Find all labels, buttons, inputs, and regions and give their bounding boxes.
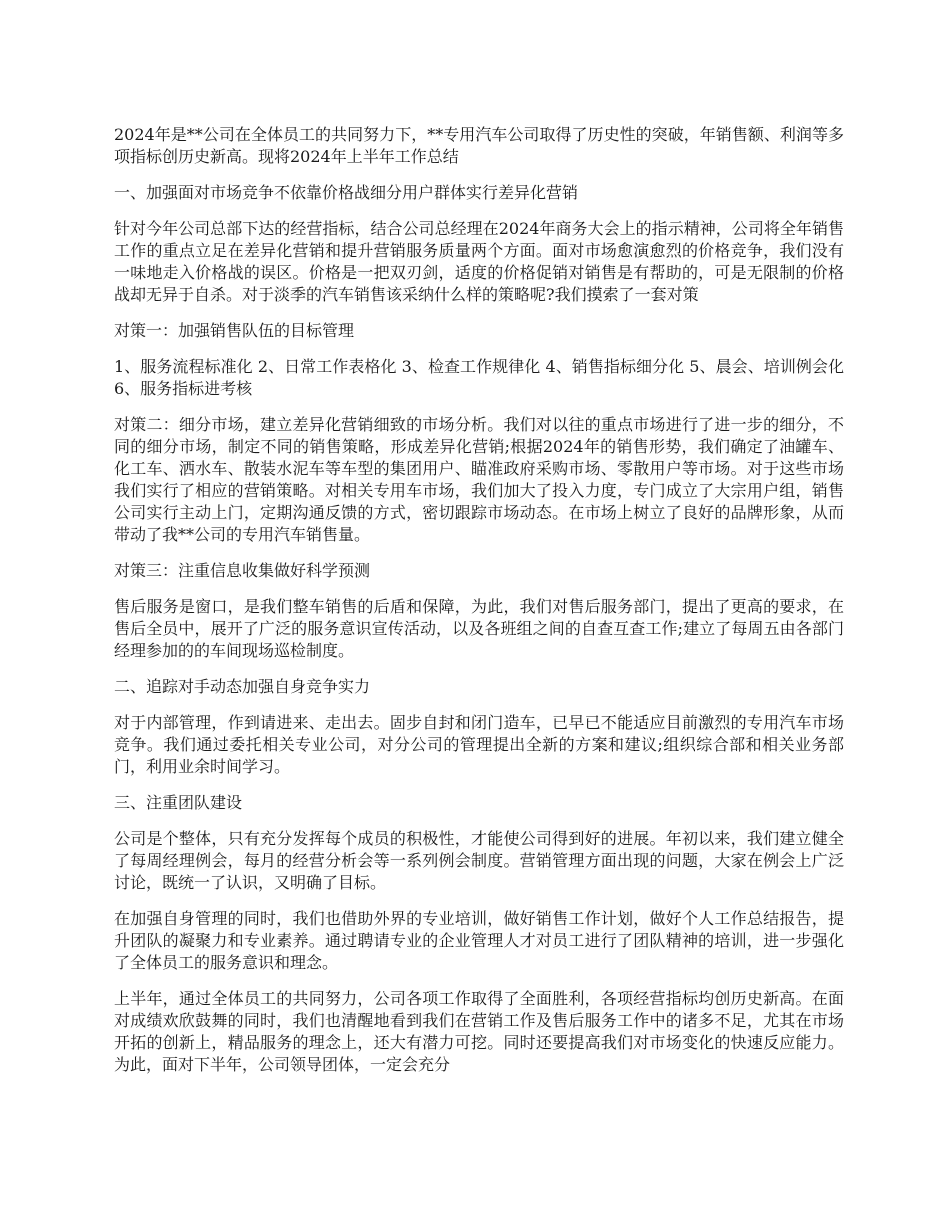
section-3-paragraph-2: 在加强自身管理的同时，我们也借助外界的专业培训，做好销售工作计划，做好个人工作总结报告，提升团队的凝聚力和专业素养。通过聘请专业的企业管理人才对员工进行了团队精神的培训，进一步强化了全体员工的服务意识和理念。: [114, 909, 844, 972]
strategy-3-heading: 对策三：注重信息收集做好科学预测: [114, 561, 371, 580]
section-2-paragraph: 对于内部管理，作到请进来、走出去。固步自封和闭门造车，已早已不能适应目前激烈的专用汽车市场竞争。我们通过委托相关专业公司，对分公司的管理提出全新的方案和建议;组织综合部和相关业务部门，利用业余时间学习。: [114, 713, 844, 776]
strategy-3-paragraph: 售后服务是窗口，是我们整车销售的后盾和保障，为此，我们对售后服务部门，提出了更高的要求，在售后全员中，展开了广泛的服务意识宣传活动，以及各班组之间的自查互查工作;建立了每周五由各部门经理参加的的车间现场巡检制度。: [114, 597, 844, 660]
section-1-heading: 一、加强面对市场竞争不依靠价格战细分用户群体实行差异化营销: [114, 183, 579, 202]
section-1-paragraph: 针对今年公司总部下达的经营指标，结合公司总经理在2024年商务大会上的指示精神，公司将全年销售工作的重点立足在差异化营销和提升营销服务质量两个方面。面对市场愈演愈烈的价格竞争，我们没有一味地走入价格战的误区。价格是一把双刃剑，适度的价格促销对销售是有帮助的，可是无限制的价格战却无异于自杀。对于淡季的汽车销售该采纳什么样的策略呢?我们摸索了一套对策: [114, 219, 844, 304]
strategy-1-list: 1、服务流程标准化 2、日常工作表格化 3、检查工作规律化 4、销售指标细分化 5、晨会、培训例会化 6、服务指标进考核: [114, 357, 844, 398]
strategy-2-paragraph: 对策二：细分市场，建立差异化营销细致的市场分析。我们对以往的重点市场进行了进一步的细分，不同的细分市场，制定不同的销售策略，形成差异化营销;根据2024年的销售形势，我们确定了油罐车、化工车、洒水车、散装水泥车等车型的集团用户、瞄准政府采购市场、零散用户等市场。对于这些市场我们实行了相应的营销策略。对相关专用车市场，我们加大了投入力度，专门成立了大宗用户组，销售公司实行主动上门，定期沟通反馈的方式，密切跟踪市场动态。在市场上树立了良好的品牌形象，从而带动了我**公司的专用汽车销售量。: [114, 415, 844, 544]
closing-paragraph: 上半年，通过全体员工的共同努力，公司各项工作取得了全面胜利，各项经营指标均创历史新高。在面对成绩欢欣鼓舞的同时，我们也清醒地看到我们在营销工作及售后服务工作中的诸多不足，尤其在市场开拓的创新上，精品服务的理念上，还大有潜力可挖。同时还要提高我们对市场变化的快速反应能力。为此，面对下半年，公司领导团体，一定会充分: [114, 989, 844, 1074]
strategy-1-heading: 对策一：加强销售队伍的目标管理: [114, 321, 355, 340]
section-3-heading: 三、注重团队建设: [114, 793, 243, 812]
section-3-paragraph-1: 公司是个整体，只有充分发挥每个成员的积极性，才能使公司得到好的进展。年初以来，我们建立健全了每周经理例会，每月的经营分析会等一系列例会制度。营销管理方面出现的问题，大家在例会上广泛讨论，既统一了认识，又明确了目标。: [114, 829, 844, 892]
intro-paragraph: 2024年是**公司在全体员工的共同努力下，**专用汽车公司取得了历史性的突破，年销售额、利润等多项指标创历史新高。现将2024年上半年工作总结: [114, 125, 844, 166]
document-body: [114, 124, 844, 1090]
section-2-heading: 二、追踪对手动态加强自身竞争实力: [114, 677, 371, 696]
